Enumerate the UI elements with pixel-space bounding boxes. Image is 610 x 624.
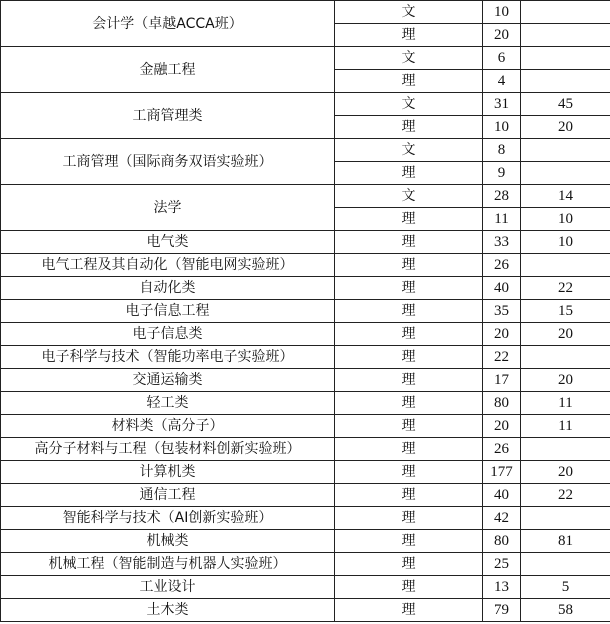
count-a-cell: 40 (483, 277, 521, 300)
count-a-cell: 10 (483, 116, 521, 139)
count-b-cell: 20 (521, 323, 610, 346)
major-name-cell: 计算机类 (1, 461, 335, 484)
count-b-cell: 20 (521, 461, 610, 484)
count-b-cell: 20 (521, 369, 610, 392)
table-row (1, 415, 610, 438)
major-name-cell: 工商管理（国际商务双语实验班） (1, 139, 335, 185)
count-b-cell (521, 553, 610, 576)
major-name-cell: 材料类（高分子） (1, 415, 335, 438)
count-a-cell: 13 (483, 576, 521, 599)
count-b-cell: 11 (521, 415, 610, 438)
category-cell: 理 (335, 507, 483, 530)
table-row (1, 47, 610, 70)
table-row (1, 185, 610, 208)
category-cell: 理 (335, 576, 483, 599)
table-row (1, 438, 610, 461)
count-a-cell: 28 (483, 185, 521, 208)
table-row (1, 507, 610, 530)
count-a-cell: 31 (483, 93, 521, 116)
count-a-cell: 40 (483, 484, 521, 507)
category-cell: 理 (335, 116, 483, 139)
table-row (1, 254, 610, 277)
table-row (1, 93, 610, 116)
category-cell: 理 (335, 392, 483, 415)
count-a-cell: 177 (483, 461, 521, 484)
count-b-cell: 20 (521, 116, 610, 139)
count-a-cell: 26 (483, 254, 521, 277)
count-b-cell (521, 346, 610, 369)
count-a-cell: 8 (483, 139, 521, 162)
major-name-cell: 土木类 (1, 599, 335, 622)
major-name-cell: 会计学（卓越ACCA班） (1, 1, 335, 47)
count-a-cell: 33 (483, 231, 521, 254)
category-cell: 理 (335, 369, 483, 392)
major-name-cell: 机械工程（智能制造与机器人实验班） (1, 553, 335, 576)
table-row (1, 484, 610, 507)
count-b-cell (521, 254, 610, 277)
count-b-cell (521, 162, 610, 185)
count-a-cell: 80 (483, 530, 521, 553)
major-name-cell: 机械类 (1, 530, 335, 553)
count-a-cell: 25 (483, 553, 521, 576)
table-row (1, 392, 610, 415)
count-b-cell: 14 (521, 185, 610, 208)
count-b-cell (521, 438, 610, 461)
category-cell: 文 (335, 47, 483, 70)
count-b-cell: 15 (521, 300, 610, 323)
count-b-cell: 10 (521, 231, 610, 254)
count-a-cell: 9 (483, 162, 521, 185)
category-cell: 理 (335, 162, 483, 185)
category-cell: 文 (335, 185, 483, 208)
category-cell: 理 (335, 231, 483, 254)
count-b-cell (521, 47, 610, 70)
table-row (1, 576, 610, 599)
count-b-cell: 58 (521, 599, 610, 622)
category-cell: 理 (335, 208, 483, 231)
table-row (1, 231, 610, 254)
major-name-cell: 电气工程及其自动化（智能电网实验班） (1, 254, 335, 277)
count-a-cell: 26 (483, 438, 521, 461)
major-name-cell: 法学 (1, 185, 335, 231)
table-row (1, 461, 610, 484)
major-name-cell: 电子信息工程 (1, 300, 335, 323)
table-row (1, 323, 610, 346)
table-row (1, 553, 610, 576)
major-name-cell: 自动化类 (1, 277, 335, 300)
major-name-cell: 电子信息类 (1, 323, 335, 346)
major-name-cell: 电气类 (1, 231, 335, 254)
count-b-cell (521, 70, 610, 93)
category-cell: 文 (335, 93, 483, 116)
major-name-cell: 金融工程 (1, 47, 335, 93)
category-cell: 理 (335, 599, 483, 622)
count-a-cell: 42 (483, 507, 521, 530)
count-a-cell: 6 (483, 47, 521, 70)
category-cell: 理 (335, 346, 483, 369)
table-row (1, 300, 610, 323)
category-cell: 理 (335, 277, 483, 300)
category-cell: 理 (335, 70, 483, 93)
count-b-cell: 81 (521, 530, 610, 553)
count-a-cell: 22 (483, 346, 521, 369)
category-cell: 文 (335, 1, 483, 24)
count-a-cell: 17 (483, 369, 521, 392)
category-cell: 理 (335, 254, 483, 277)
count-b-cell (521, 507, 610, 530)
table-body (1, 1, 610, 622)
major-name-cell: 工商管理类 (1, 93, 335, 139)
category-cell: 理 (335, 24, 483, 47)
table-row (1, 1, 610, 24)
count-a-cell: 4 (483, 70, 521, 93)
count-b-cell: 10 (521, 208, 610, 231)
count-b-cell: 11 (521, 392, 610, 415)
category-cell: 理 (335, 484, 483, 507)
major-name-cell: 智能科学与技术（AI创新实验班） (1, 507, 335, 530)
category-cell: 理 (335, 530, 483, 553)
major-name-cell: 交通运输类 (1, 369, 335, 392)
count-b-cell: 22 (521, 484, 610, 507)
table-row (1, 530, 610, 553)
major-name-cell: 轻工类 (1, 392, 335, 415)
table-row (1, 277, 610, 300)
major-name-cell: 高分子材料与工程（包装材料创新实验班） (1, 438, 335, 461)
count-a-cell: 80 (483, 392, 521, 415)
major-name-cell: 通信工程 (1, 484, 335, 507)
count-a-cell: 11 (483, 208, 521, 231)
category-cell: 理 (335, 553, 483, 576)
count-b-cell: 45 (521, 93, 610, 116)
major-name-cell: 工业设计 (1, 576, 335, 599)
count-a-cell: 20 (483, 323, 521, 346)
count-b-cell (521, 139, 610, 162)
count-a-cell: 79 (483, 599, 521, 622)
table-row (1, 599, 610, 622)
category-cell: 文 (335, 139, 483, 162)
count-b-cell (521, 1, 610, 24)
category-cell: 理 (335, 415, 483, 438)
table-row (1, 346, 610, 369)
count-a-cell: 20 (483, 415, 521, 438)
count-b-cell (521, 24, 610, 47)
count-a-cell: 35 (483, 300, 521, 323)
category-cell: 理 (335, 438, 483, 461)
category-cell: 理 (335, 300, 483, 323)
category-cell: 理 (335, 323, 483, 346)
table-row (1, 369, 610, 392)
category-cell: 理 (335, 461, 483, 484)
major-name-cell: 电子科学与技术（智能功率电子实验班） (1, 346, 335, 369)
count-a-cell: 20 (483, 24, 521, 47)
count-a-cell: 10 (483, 1, 521, 24)
table-row (1, 139, 610, 162)
count-b-cell: 5 (521, 576, 610, 599)
count-b-cell: 22 (521, 277, 610, 300)
